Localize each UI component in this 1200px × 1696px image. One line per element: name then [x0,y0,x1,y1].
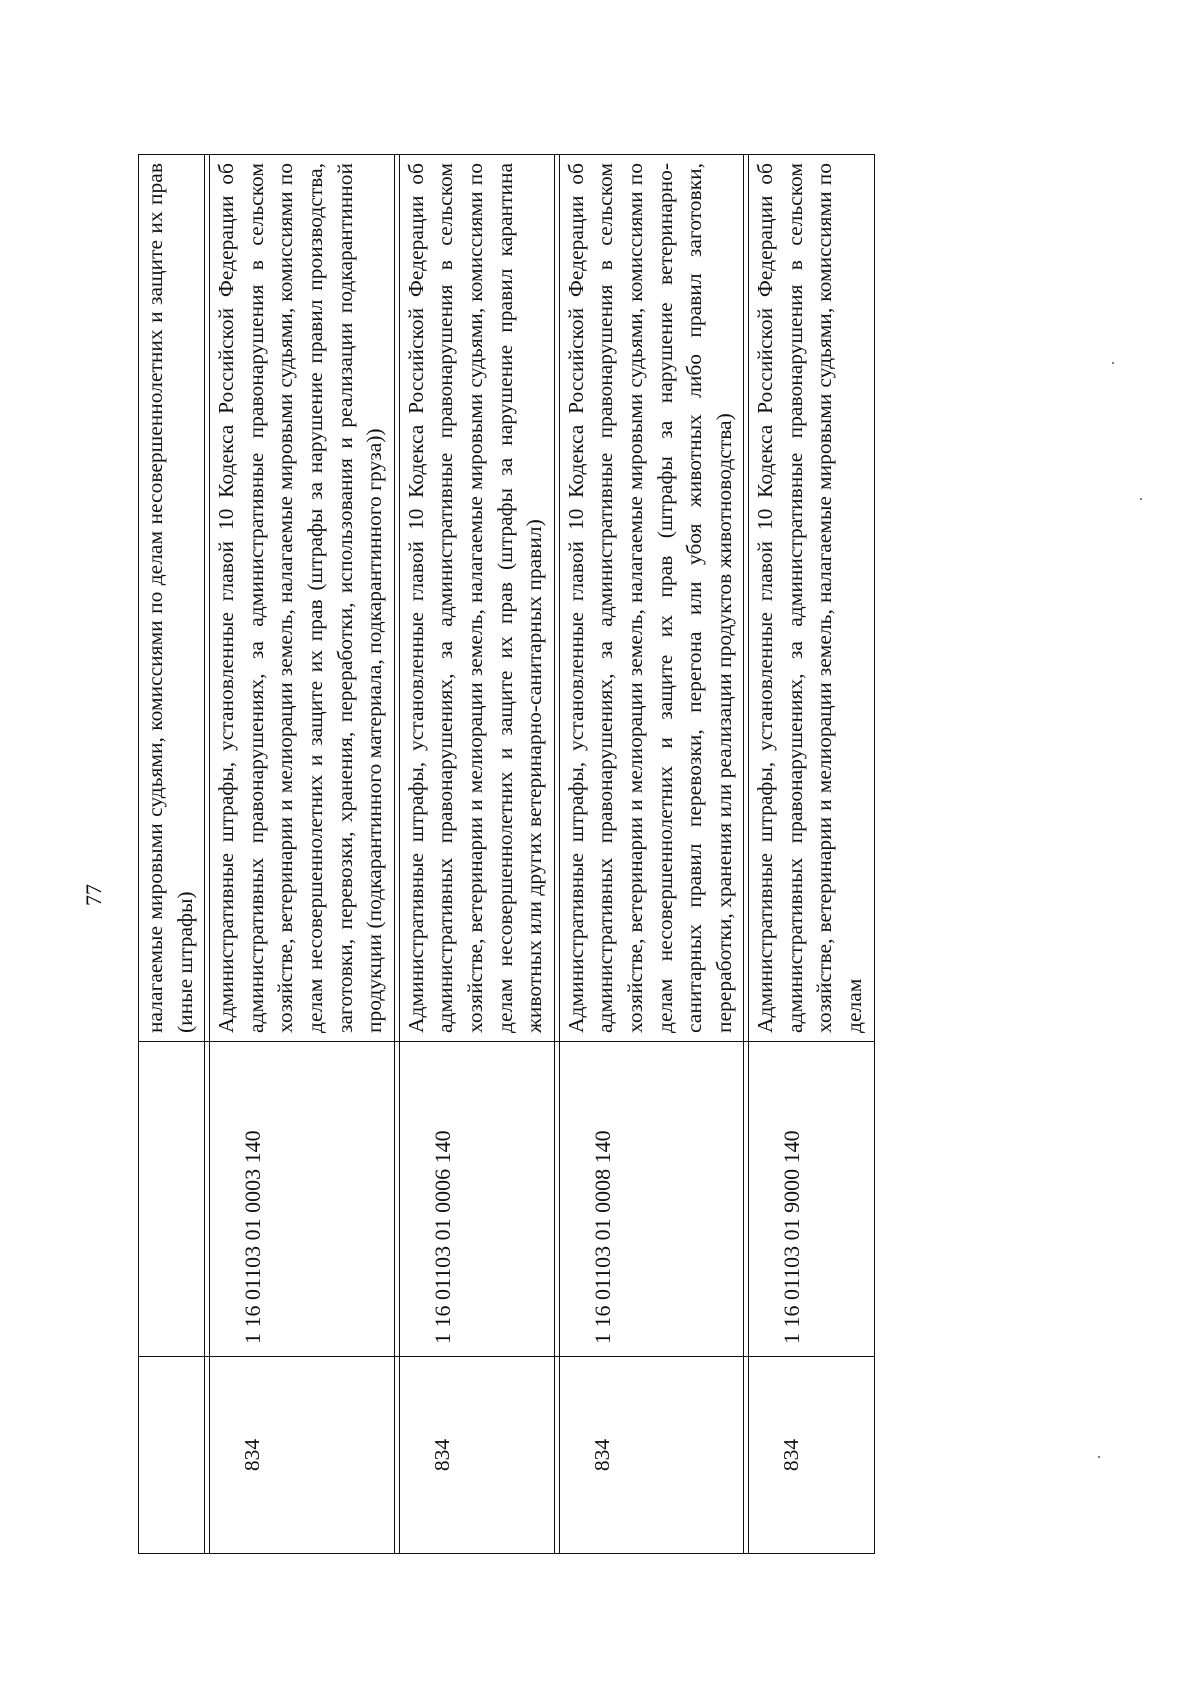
budget-codes-table [138,154,875,1554]
table-row [399,155,554,1554]
table-row [749,155,874,1554]
admin-code-cell: 834 [559,1357,744,1554]
admin-code-cell [139,1357,205,1554]
scan-speck [1098,1456,1100,1458]
scan-speck [1112,362,1114,364]
admin-code-cell: 834 [399,1357,554,1554]
table-row [559,155,744,1554]
page-number: 77 [81,884,106,906]
scan-speck [1140,498,1142,500]
table-row [210,155,395,1554]
name-cell: Административные штрафы, установленные главой 10 Кодекса Российской Федерации об административных правонарушениях, за административные правонарушения в сельском хозяйстве, ветеринарии и мелиорации земель, налагаемые мировыми судьями, комиссиями по делам несовершеннолетних и защите их прав (штрафы за нарушение ветеринарно-санитарных правил перевозки, перегона или убоя животных либо правил заготовки, переработки, хранения или реализации продуктов животноводства) [559,155,744,1042]
name-cell: Административные штрафы, установленные главой 10 Кодекса Российской Федерации об административных правонарушениях, за административные правонарушения в сельском хозяйстве, ветеринарии и мелиорации земель, налагаемые мировыми судьями, комиссиями по делам несовершеннолетних и защите их прав (штрафы за нарушение правил производства, заготовки, перевозки, хранения, переработки, использования и реализации подкарантинной продукции (подкарантинного материала, подкарантинного груза)) [210,155,395,1042]
rotated-page [30,26,1170,1696]
name-cell: Административные штрафы, установленные главой 10 Кодекса Российской Федерации об административных правонарушениях, за административные правонарушения в сельском хозяйстве, ветеринарии и мелиорации земель, налагаемые мировыми судьями, комиссиями по делам несовершеннолетних и защите их прав (штрафы за нарушение правил карантина животных или других ветеринарно-санитарных правил) [399,155,554,1042]
kbk-code-cell: 1 16 01103 01 0003 140 [210,1042,395,1357]
kbk-code-cell [139,1042,205,1357]
table-row [139,155,205,1554]
name-cell: налагаемые мировыми судьями, комиссиями по делам несовершеннолетних и защите их прав (иные штрафы) [139,155,205,1042]
kbk-code-cell: 1 16 01103 01 0008 140 [559,1042,744,1357]
kbk-code-cell: 1 16 01103 01 0006 140 [399,1042,554,1357]
name-cell: Административные штрафы, установленные главой 10 Кодекса Российской Федерации об административных правонарушениях, за административные правонарушения в сельском хозяйстве, ветеринарии и мелиорации земель, налагаемые мировыми судьями, комиссиями по делам [749,155,874,1042]
admin-code-cell: 834 [749,1357,874,1554]
admin-code-cell: 834 [210,1357,395,1554]
kbk-code-cell: 1 16 01103 01 9000 140 [749,1042,874,1357]
